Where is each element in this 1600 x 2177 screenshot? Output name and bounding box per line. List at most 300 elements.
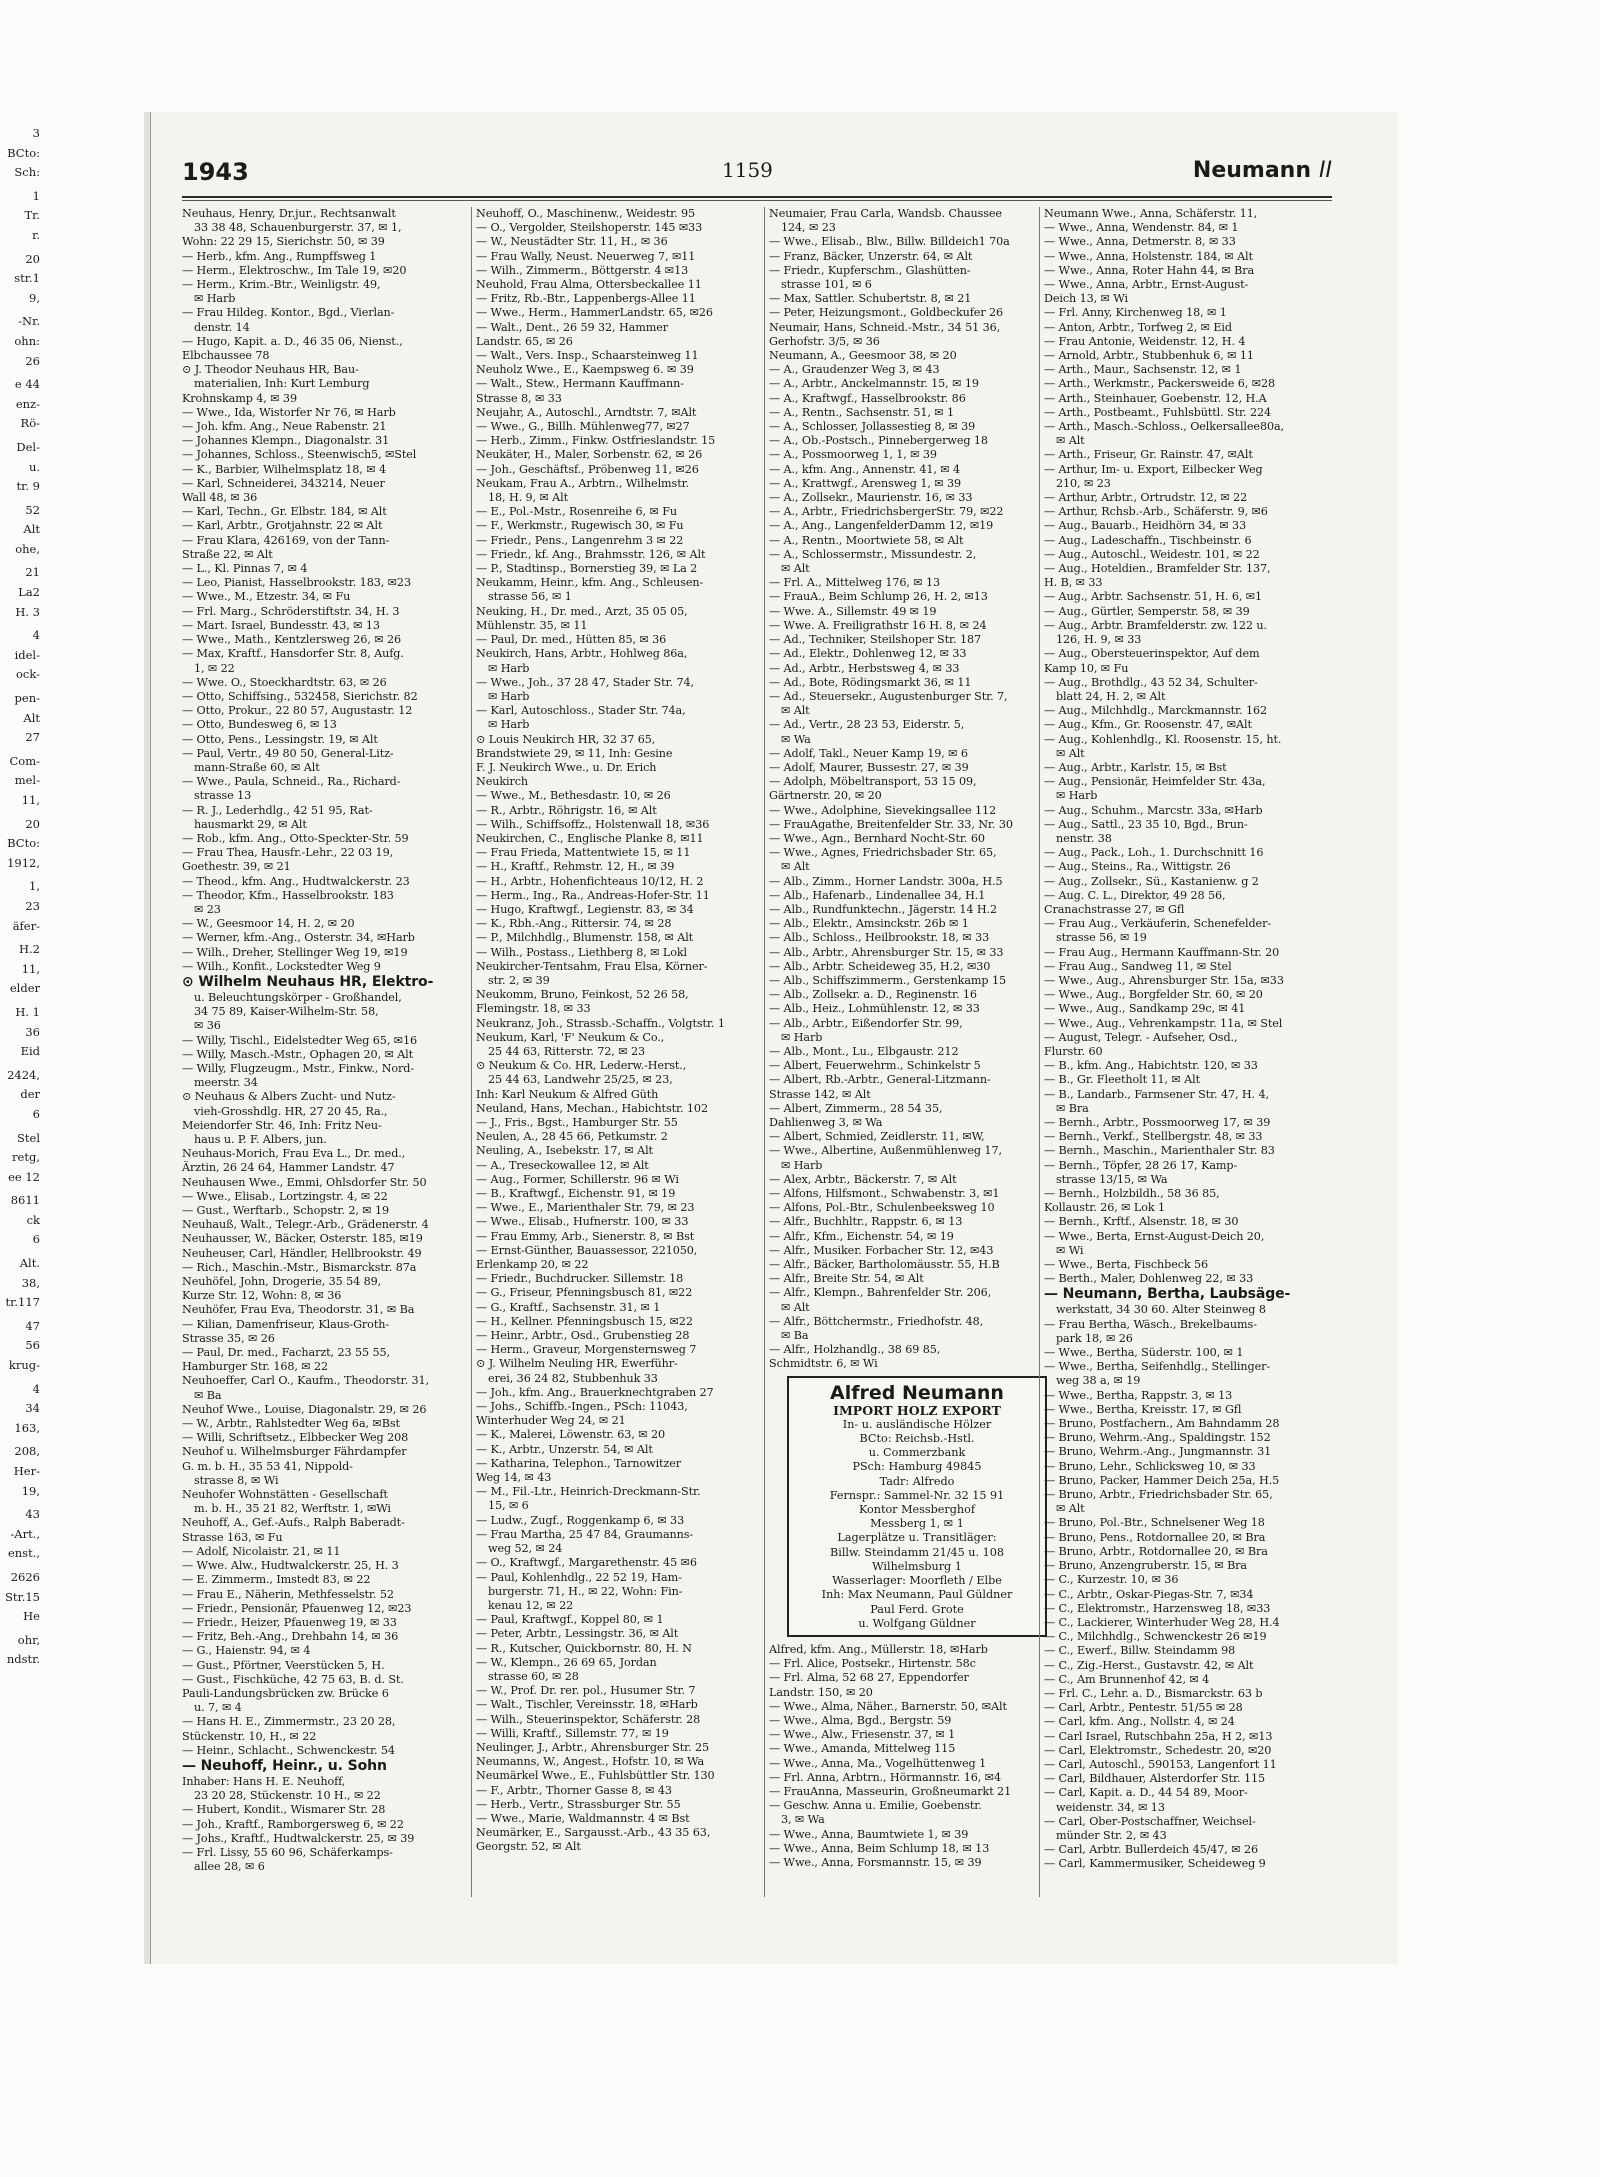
directory-entry: — Berth., Maler, Dohlenweg 22, ✉ 33 [1044, 1272, 1254, 1286]
running-head-name: Neumann [1192, 158, 1312, 183]
directory-entry: — Wwe., Alw., Friesenstr. 37, ✉ 1 [769, 1728, 956, 1742]
directory-entry: — Wwe., Berta, Fischbeck 56 [1044, 1258, 1209, 1272]
fragment-line: Alt. [19, 1256, 40, 1271]
advertisement-box [787, 1376, 1047, 1637]
directory-entry: — Albert, Feuerwehrm., Schinkelstr 5 [769, 1059, 981, 1073]
directory-entry: — A., Schlossermstr., Missundestr. 2, [769, 547, 977, 561]
directory-entry: — H., Kraftf., Rehmstr. 12, H., ✉ 39 [476, 860, 675, 874]
directory-entry: ✉ Wa [781, 732, 811, 746]
directory-entry: — Willy, Flugzeugm., Mstr., Finkw., Nord- [182, 1061, 415, 1075]
directory-entry: weg 38 a, ✉ 19 [1056, 1374, 1141, 1388]
directory-entry: — Ludw., Zugf., Roggenkamp 6, ✉ 33 [476, 1513, 685, 1527]
directory-entry: — Walt., Stew., Hermann Kauffmann- [476, 377, 684, 391]
directory-entry: — A., Rentn., Sachsenstr. 51, ✉ 1 [769, 405, 955, 419]
directory-entry: — Aug., Kohlenhdlg., Kl. Roosenstr. 15, ht. [1044, 732, 1282, 746]
directory-entry: — Arthur, Arbtr., Ortrudstr. 12, ✉ 22 [1044, 491, 1248, 505]
directory-entry: mann-Straße 60, ✉ Alt [194, 760, 320, 774]
directory-entry: — Friedr., Pensionär, Pfauenweg 12, ✉23 [182, 1601, 412, 1615]
directory-entry: — Carl, Elektromstr., Schedestr. 20, ✉20 [1044, 1743, 1272, 1757]
directory-entry: — Wwe., Aug., Borgfelder Str. 60, ✉ 20 [1044, 988, 1263, 1002]
directory-entry: — Frau Martha, 25 47 84, Graumanns- [476, 1527, 694, 1541]
directory-entry: — Wwe., Alma, Näher., Barnerstr. 50, ✉Alt [769, 1699, 1007, 1713]
directory-entry: ✉ Alt [1056, 1502, 1085, 1516]
directory-entry: — Peter, Heizungsmont., Goldbeckufer 26 [769, 306, 1004, 320]
directory-entry: — A., Zollsekr., Maurienstr. 16, ✉ 33 [769, 491, 973, 505]
directory-entry: — Aug., Milchhdlg., Marckmannstr. 162 [1044, 704, 1268, 718]
directory-entry: — Alb., Arbtr., Eißendorfer Str. 99, [769, 1016, 963, 1030]
directory-entry: — Wwe., Aug., Ahrensburger Str. 15a, ✉33 [1044, 973, 1284, 987]
directory-entry: — Bruno, Wehrm.-Ang., Spaldingstr. 152 [1044, 1431, 1271, 1445]
directory-entry: — Johannes Klempn., Diagonalstr. 31 [182, 434, 390, 448]
directory-entry: — Frau Hildeg. Kontor., Bgd., Vierlan- [182, 306, 395, 320]
directory-entry: werkstatt, 34 30 60. Alter Steinweg 8 [1056, 1303, 1266, 1317]
directory-entry: ✉ Alt [781, 562, 810, 576]
advertisement-line: Lagerplätze u. Transitläger: [837, 1531, 997, 1545]
directory-entry: — Bruno, Pol.-Btr., Schnelsener Weg 18 [1044, 1516, 1265, 1530]
advertisement-line: Tadr: Alfredo [879, 1474, 955, 1488]
directory-entry: Straße 22, ✉ Alt [182, 547, 273, 561]
directory-entry: — Alfr., Holzhandlg., 38 69 85, [769, 1343, 941, 1357]
directory-entry: — Arth., Werkmstr., Packersweide 6, ✉28 [1044, 377, 1276, 391]
directory-entry: — Joh., Kraftf., Ramborgersweg 6, ✉ 22 [182, 1817, 404, 1831]
directory-entry: — Bernh., Arbtr., Possmoorweg 17, ✉ 39 [1044, 1116, 1271, 1129]
directory-entry: ✉ Harb [488, 689, 530, 703]
directory-entry: Neumair, Hans, Schneid.-Mstr., 34 51 36, [769, 320, 1001, 334]
fragment-line: Str.15 [4, 1589, 40, 1604]
directory-entry: Wohn: 22 29 15, Sierichstr. 50, ✉ 39 [182, 235, 385, 249]
directory-entry: — Karl, Techn., Gr. Elbstr. 184, ✉ Alt [182, 505, 387, 519]
page-number: 1159 [722, 158, 773, 182]
directory-entry: Georgstr. 52, ✉ Alt [476, 1840, 581, 1854]
directory-entry: Neuhöfer, Frau Eva, Theodorstr. 31, ✉ Ba [182, 1303, 415, 1317]
directory-entry: — Friedr., Heizer, Pfauenweg 19, ✉ 33 [182, 1615, 397, 1629]
directory-entry: Landstr. 65, ✉ 26 [476, 334, 573, 348]
advertisement-line: In- u. ausländische Hölzer [842, 1417, 992, 1431]
directory-entry: — Wwe., Albertine, Außenmühlenweg 17, [769, 1144, 1002, 1158]
column-1 [182, 207, 464, 1897]
column-2 [476, 207, 758, 1897]
directory-entry: — Wwe., Paula, Schneid., Ra., Richard- [182, 775, 401, 789]
fragment-line: BCto: [7, 145, 40, 160]
directory-entry: — Wilh., Steuerinspektor, Schäferstr. 28 [476, 1712, 701, 1726]
directory-entry: — M., Fil.-Ltr., Heinrich-Dreckmann-Str. [476, 1485, 701, 1499]
directory-entry: — Arthur, Rchsb.-Arb., Schäferstr. 9, ✉6 [1044, 505, 1268, 519]
directory-entry: ✉ Alt [781, 704, 810, 718]
directory-entry: — Bruno, Lehr., Schlicksweg 10, ✉ 33 [1044, 1459, 1256, 1473]
directory-entry: — Paul, Vertr., 49 80 50, General-Litz- [182, 746, 394, 760]
directory-entry: — Frl. Alma, 52 68 27, Eppendorfer [769, 1671, 969, 1685]
fragment-line: 6 [32, 1106, 40, 1121]
fragment-line: Com- [9, 753, 40, 768]
fragment-line: Sch: [14, 165, 40, 180]
directory-entry: — Wilh., Dreher, Stellinger Weg 19, ✉19 [182, 945, 408, 959]
running-head-roman: II [1319, 158, 1332, 183]
directory-entry: — Anton, Arbtr., Torfweg 2, ✉ Eid [1044, 320, 1232, 334]
directory-entry: — Ad., Elektr., Dohlenweg 12, ✉ 33 [769, 647, 967, 661]
directory-entry: — Mart. Israel, Bundesstr. 43, ✉ 13 [182, 618, 380, 632]
directory-entry: Inh: Karl Neukum & Alfred Güth [476, 1087, 659, 1101]
directory-entry: — Alfr., Musiker. Forbacher Str. 12, ✉43 [769, 1243, 994, 1257]
directory-entry: — Bruno, Anzengruberstr. 15, ✉ Bra [1044, 1559, 1248, 1573]
directory-entry: — Wwe., Agnes, Friedrichsbader Str. 65, [769, 846, 997, 860]
directory-entry: ⊙ Louis Neukirch HR, 32 37 65, [476, 732, 656, 746]
directory-entry: — Paul, Dr. med., Hütten 85, ✉ 36 [476, 633, 667, 647]
fragment-line: 9, [29, 290, 40, 305]
directory-entry: — Wwe., E., Marienthaler Str. 79, ✉ 23 [476, 1201, 695, 1215]
directory-entry: Neuhof u. Wilhelmsburger Fährdampfer [182, 1445, 407, 1459]
advertisement-title: Alfred Neumann [830, 1381, 1004, 1404]
directory-entry: — Joh., Geschäftsf., Pröbenweg 11, ✉26 [476, 462, 699, 476]
directory-entry: 210, ✉ 23 [1056, 476, 1111, 490]
directory-entry: Wall 48, ✉ 36 [182, 491, 258, 505]
directory-entry: — Heinr., Schlacht., Schwenckestr. 54 [182, 1743, 395, 1757]
directory-entry: — Wwe., Herm., HammerLandstr. 65, ✉26 [476, 306, 713, 320]
directory-entry: Neuhold, Frau Alma, Ottersbeckallee 11 [476, 278, 702, 292]
running-head [1193, 158, 1332, 183]
directory-entry: — A., Rentn., Moortwiete 58, ✉ Alt [769, 533, 964, 547]
directory-entry: — Carl, Arbtr., Pentestr. 51/55 ✉ 28 [1044, 1701, 1243, 1715]
directory-entry: — Max, Kraftf., Hansdorfer Str. 8, Aufg. [182, 647, 404, 661]
directory-entry: — Bruno, Pens., Rotdornallee 20, ✉ Bra [1044, 1530, 1266, 1544]
directory-entry: — Hans H. E., Zimmermstr., 23 20 28, [182, 1715, 396, 1729]
directory-entry: — Herb., Zimm., Finkw. Ostfrieslandstr. 15 [476, 434, 716, 448]
directory-entry: — J., Fris., Bgst., Hamburger Str. 55 [476, 1116, 678, 1129]
directory-entry: — Frl. Anna, Arbtrn., Hörmannstr. 16, ✉4 [769, 1770, 1001, 1784]
directory-entry: — R., Arbtr., Röhrigstr. 16, ✉ Alt [476, 803, 657, 817]
directory-entry: kenau 12, ✉ 22 [488, 1598, 574, 1612]
directory-entry: — Alb., Arbtr., Ahrensburger Str. 15, ✉ 33 [769, 945, 1004, 959]
directory-entry: Neumann Wwe., Anna, Schäferstr. 11, [1044, 207, 1258, 220]
fragment-line: u. [28, 459, 40, 474]
directory-entry: strasse 13 [194, 789, 252, 803]
directory-entry: materialien, Inh: Kurt Lemburg [194, 377, 370, 391]
directory-entry: ✉ Alt [1056, 434, 1085, 448]
fragment-line: enz- [15, 396, 40, 411]
directory-entry: Krohnskamp 4, ✉ 39 [182, 391, 297, 405]
directory-entry: Neuhoff, A., Gef.-Aufs., Ralph Baberadt- [182, 1516, 405, 1530]
directory-entry: — Aug., Pack., Loh., 1. Durchschnitt 16 [1044, 846, 1264, 860]
directory-entry: — Wilh., Zimmerm., Böttgerstr. 4 ✉13 [476, 263, 689, 277]
directory-entry: — K., Arbtr., Unzerstr. 54, ✉ Alt [476, 1442, 653, 1456]
directory-entry: strasse 56, ✉ 19 [1056, 931, 1147, 945]
fragment-line: Her- [13, 1464, 40, 1478]
directory-entry: 15, ✉ 6 [488, 1499, 529, 1513]
directory-entry: — Alb., Schloss., Heilbrookstr. 18, ✉ 33 [769, 931, 990, 945]
directory-entry: Neukamm, Heinr., kfm. Ang., Schleusen- [476, 576, 704, 590]
directory-entry: — Wilh., Postass., Liethberg 8, ✉ Lokl [476, 945, 688, 959]
directory-entry: — Alb., Hafenarb., Lindenallee 34, H.1 [769, 888, 986, 902]
directory-entry: strasse 8, ✉ Wi [194, 1473, 279, 1487]
directory-entry: — Otto, Prokur., 22 80 57, Augustastr. 12 [182, 704, 413, 718]
directory-entry: — Wwe., Agn., Bernhard Nocht-Str. 60 [769, 831, 985, 845]
directory-entry: 126, H. 9, ✉ 33 [1056, 633, 1142, 647]
directory-entry: — Bernh., Krftf., Alsenstr. 18, ✉ 30 [1044, 1215, 1239, 1229]
directory-entry: — Johs., Kraftf., Hudtwalckerstr. 25, ✉ 39 [182, 1831, 415, 1845]
directory-entry: — Carl Israel, Rutschbahn 25a, H 2, ✉13 [1044, 1729, 1273, 1743]
directory-entry: — C., Arbtr., Oskar-Piegas-Str. 7, ✉34 [1044, 1587, 1254, 1601]
directory-entry: Alfred, kfm. Ang., Müllerstr. 18, ✉Harb [769, 1642, 988, 1656]
directory-entry: — Albert, Rb.-Arbtr., General-Litzmann- [769, 1073, 991, 1087]
directory-entry: — Paul, Dr. med., Facharzt, 23 55 55, [182, 1346, 390, 1360]
directory-entry: — E. Zimmerm., Imstedt 83, ✉ 22 [182, 1573, 371, 1587]
directory-entry: — Paul, Kraftwgf., Koppel 80, ✉ 1 [476, 1613, 664, 1627]
fragment-line: 8611 [10, 1193, 40, 1208]
advertisement-line: u. Commerzbank [868, 1446, 966, 1460]
directory-entry: — Wwe., Joh., 37 28 47, Stader Str. 74, [476, 675, 694, 689]
directory-entry: — Gust., Fischküche, 42 75 63, B. d. St. [182, 1672, 404, 1686]
directory-entry: — Bernh., Töpfer, 28 26 17, Kamp- [1044, 1158, 1238, 1172]
directory-entry: — Gust., Werftarb., Schopstr. 2, ✉ 19 [182, 1204, 390, 1218]
fragment-line: 43 [25, 1507, 40, 1522]
directory-entry: — Rob., kfm. Ang., Otto-Speckter-Str. 59 [182, 831, 409, 845]
directory-entry: — W., Geesmoor 14, H. 2, ✉ 20 [182, 917, 355, 931]
fragment-line: idel- [14, 647, 40, 662]
directory-entry: Neuhöfel, John, Drogerie, 35 54 89, [182, 1275, 382, 1289]
fragment-line: 19, [21, 1483, 40, 1498]
directory-entry: u. Beleuchtungskörper - Großhandel, [194, 990, 402, 1004]
fragment-line: mel- [14, 773, 40, 788]
directory-entry: — FrauAgathe, Breitenfelder Str. 33, Nr. 30 [769, 817, 1013, 831]
directory-entry: — Herm., Elektroschw., Im Tale 19, ✉20 [182, 263, 407, 277]
directory-entry: — Neumann, Bertha, Laubsäge- [1044, 1286, 1291, 1303]
fragment-line: ee 12 [8, 1169, 40, 1184]
directory-entry: Kurze Str. 12, Wohn: 8, ✉ 36 [182, 1289, 342, 1303]
directory-entry: — L., Kl. Pinnas 7, ✉ 4 [182, 562, 308, 576]
directory-entry: — Frau Klara, 426169, von der Tann- [182, 533, 390, 547]
directory-entry: — Hugo, Kapit. a. D., 46 35 06, Nienst., [182, 334, 403, 348]
advertisement-line: Kontor Messberghof [858, 1503, 976, 1517]
directory-entry: — Wwe., Alma, Bgd., Bergstr. 59 [769, 1713, 952, 1727]
directory-entry: — Adolf, Maurer, Bussestr. 27, ✉ 39 [769, 760, 969, 774]
directory-entry: münder Str. 2, ✉ 43 [1056, 1828, 1167, 1842]
directory-entry: — Herb., Vertr., Strassburger Str. 55 [476, 1797, 681, 1811]
directory-entry: 34 75 89, Kaiser-Wilhelm-Str. 58, [194, 1005, 379, 1019]
directory-entry: vieh-Grosshdlg. HR, 27 20 45, Ra., [194, 1104, 388, 1118]
directory-entry: — Aug., Sattl., 23 35 10, Bgd., Brun- [1044, 817, 1248, 831]
directory-entry: Neuhaus-Morich, Frau Eva L., Dr. med., [182, 1147, 406, 1161]
directory-entry: — Bruno, Wehrm.-Ang., Jungmannstr. 31 [1044, 1445, 1272, 1459]
directory-entry: — Frau Antonie, Weidenstr. 12, H. 4 [1044, 334, 1246, 348]
directory-entry: Winterhuder Weg 24, ✉ 21 [476, 1414, 626, 1428]
directory-entry: ✉ Ba [781, 1329, 809, 1343]
fragment-line: H. 1 [15, 1004, 40, 1019]
directory-entry: — Ad., Steuersekr., Augustenburger Str. 7, [769, 689, 1008, 703]
fragment-line: tr.117 [5, 1295, 40, 1310]
directory-entry: — Alex, Arbtr., Bäckerstr. 7, ✉ Alt [769, 1172, 957, 1186]
fragment-line: 38, [21, 1275, 40, 1290]
fragment-line: enst., [7, 1546, 40, 1561]
directory-entry: — Albert, Zimmerm., 28 54 35, [769, 1101, 943, 1115]
fragment-line: 163, [14, 1420, 40, 1435]
directory-entry: Mühlenstr. 35, ✉ 11 [476, 618, 588, 632]
directory-entry: — Frl. Alice, Postsekr., Hirtenstr. 58c [769, 1657, 976, 1671]
advertisement-line: IMPORT HOLZ EXPORT [833, 1402, 1001, 1418]
directory-entry: 124, ✉ 23 [781, 221, 836, 235]
directory-entry: — Wwe., Elisab., Blw., Billw. Billdeich1 70a [769, 235, 1010, 249]
directory-entry: — Alb., Arbtr. Scheideweg 35, H.2, ✉30 [769, 959, 991, 973]
directory-entry: — Aug., Ladeschaffn., Tischbeinstr. 6 [1044, 533, 1252, 547]
directory-entry: — Wwe., Ida, Wistorfer Nr 76, ✉ Harb [182, 405, 396, 419]
advertisement-line: Billw. Steindamm 21/45 u. 108 [830, 1545, 1004, 1559]
directory-entry: Neukircher-Tentsahm, Frau Elsa, Körner- [476, 959, 708, 973]
directory-entry: 1, ✉ 22 [194, 661, 235, 675]
directory-entry: — Wwe., Bertha, Rappstr. 3, ✉ 13 [1044, 1388, 1233, 1402]
directory-entry: — August, Telegr. - Aufseher, Osd., [1044, 1030, 1238, 1044]
directory-entry: — Wwe., Bertha, Süderstr. 100, ✉ 1 [1044, 1346, 1244, 1360]
directory-entry: — Arth., Friseur, Gr. Rainstr. 47, ✉Alt [1044, 448, 1253, 462]
fragment-line: La2 [18, 585, 40, 600]
directory-entry: — Aug., Zollsekr., Sü., Kastanienw. g 2 [1044, 874, 1259, 888]
fragment-line: 2424, [7, 1067, 40, 1082]
directory-entry: Deich 13, ✉ Wi [1044, 292, 1128, 306]
directory-entry: — Alb., Elektr., Amsinckstr. 26b ✉ 1 [769, 917, 969, 931]
directory-entry: Neukum, Karl, 'F' Neukum & Co., [476, 1030, 665, 1044]
directory-entry: erei, 36 24 82, Stubbenhuk 33 [488, 1371, 658, 1385]
directory-entry: ✉ Alt [1056, 746, 1085, 760]
directory-entry: — Theodor, Kfm., Hasselbrookstr. 183 [182, 888, 394, 902]
directory-entry: park 18, ✉ 26 [1056, 1331, 1133, 1345]
directory-entry: — Wwe., Aug., Vehrenkampstr. 11a, ✉ Stel [1044, 1016, 1283, 1030]
directory-entry: ⊙ J. Theodor Neuhaus HR, Bau- [182, 363, 359, 377]
fragment-line: 56 [25, 1338, 40, 1353]
header-rule-thin [182, 200, 1332, 201]
directory-entry: Neuland, Hans, Mechan., Habichtstr. 102 [476, 1101, 708, 1115]
directory-entry: nenstr. 38 [1056, 831, 1112, 845]
directory-entry: — Wwe., Berta, Ernst-August-Deich 20, [1044, 1229, 1265, 1243]
directory-entry: — Alb., Heiz., Lohmühlenstr. 12, ✉ 33 [769, 1002, 980, 1016]
directory-entry: Flurstr. 60 [1044, 1044, 1103, 1058]
directory-entry: — Friedr., Kupferschm., Glashütten- [769, 263, 971, 277]
directory-entry: — F., Arbtr., Thorner Gasse 8, ✉ 43 [476, 1783, 672, 1797]
directory-entry: — Otto, Pens., Lessingstr. 19, ✉ Alt [182, 732, 378, 746]
fragment-line: 6 [32, 1232, 40, 1247]
directory-entry: — Alfons, Hilfsmont., Schwabenstr. 3, ✉1 [769, 1187, 1000, 1201]
directory-entry: — A., Possmoorweg 1, 1, ✉ 39 [769, 448, 937, 462]
directory-entry: — Franz, Bäcker, Unzerstr. 64, ✉ Alt [769, 249, 973, 263]
advertisement-line: Wilhelmsburg 1 [872, 1559, 962, 1573]
directory-entry: — K., Rbh.-Ang., Rittersir. 74, ✉ 28 [476, 917, 672, 931]
directory-entry: — W., Neustädter Str. 11, H., ✉ 36 [476, 235, 668, 249]
directory-entry: Neukirch, Hans, Arbtr., Hohlweg 86a, [476, 647, 688, 661]
fragment-line: Del- [16, 439, 40, 454]
directory-entry: — Walt., Vers. Insp., Schaarsteinweg 11 [476, 349, 699, 363]
directory-entry: — Aug., Former, Schillerstr. 96 ✉ Wi [476, 1172, 679, 1186]
directory-entry: — A., Arbtr., Anckelmannstr. 15, ✉ 19 [769, 377, 979, 391]
fragment-line: ck [26, 1212, 40, 1227]
directory-entry: Meiendorfer Str. 46, Inh: Fritz Neu- [182, 1118, 382, 1132]
directory-entry: ✉ Alt [781, 1300, 810, 1314]
directory-entry: — O., Vergolder, Steilshoperstr. 145 ✉33 [476, 221, 703, 235]
directory-entry: — W., Klempn., 26 69 65, Jordan [476, 1655, 657, 1669]
directory-entry: — A., Kraftwgf., Hasselbrookstr. 86 [769, 391, 966, 405]
directory-entry: — Carl, Autoschl., 590153, Langenfort 11 [1044, 1757, 1277, 1771]
directory-entry: — Wwe., Adolphine, Sievekingsallee 112 [769, 803, 996, 817]
directory-entry: — Alb., Mont., Lu., Elbgaustr. 212 [769, 1044, 959, 1058]
directory-entry: — Adolf, Nicolaistr. 21, ✉ 11 [182, 1544, 341, 1558]
fragment-line: 1, [29, 879, 40, 894]
directory-entry: — Aug., Arbtr. Bramfelderstr. zw. 122 u. [1044, 618, 1267, 632]
fragment-line: tr. 9 [16, 479, 40, 494]
directory-entry: — Wwe., Anna, Arbtr., Ernst-August- [1044, 278, 1249, 292]
directory-entry: — Wwe., M., Etzestr. 34, ✉ Fu [182, 590, 351, 604]
directory-entry: ✉ Ba [194, 1388, 222, 1402]
directory-entry: — Karl, Autoschloss., Stader Str. 74a, [476, 704, 686, 718]
directory-entry: — Aug., Bauarb., Heidhörn 34, ✉ 33 [1044, 519, 1247, 533]
fragment-line: Eid [20, 1044, 40, 1059]
directory-entry: Schmidtstr. 6, ✉ Wi [769, 1357, 878, 1371]
directory-entry: — Alb., Zollsekr. a. D., Reginenstr. 16 [769, 988, 977, 1002]
directory-entry: — Frl. Marg., Schröderstiftstr. 34, H. 3 [182, 604, 400, 618]
directory-entry: weg 52, ✉ 24 [488, 1542, 563, 1556]
directory-entry: m. b. H., 35 21 82, Werftstr. 1, ✉Wi [194, 1502, 391, 1516]
directory-entry: 25 44 63, Landwehr 25/25, ✉ 23, [488, 1073, 673, 1087]
directory-entry: — Peter, Arbtr., Lessingstr. 36, ✉ Alt [476, 1627, 679, 1641]
fragment-line: 47 [25, 1318, 40, 1333]
fragment-line: 11, [21, 793, 40, 807]
directory-entry: — Otto, Schiffsing., 532458, Sierichstr. 82 [182, 689, 418, 703]
directory-entry: Neuholz Wwe., E., Kaempsweg 6. ✉ 39 [476, 363, 694, 377]
directory-entry: — B., Kraftwgf., Eichenstr. 91, ✉ 19 [476, 1187, 676, 1201]
directory-entry: Neumann, A., Geesmoor 38, ✉ 20 [769, 349, 957, 363]
directory-entry: Strasse 35, ✉ 26 [182, 1331, 275, 1345]
directory-entry: Neuhaus, Henry, Dr.jur., Rechtsanwalt [182, 207, 396, 220]
directory-entry: — W., Prof. Dr. rer. pol., Husumer Str. 7 [476, 1684, 696, 1698]
directory-entry: Neuhof Wwe., Louise, Diagonalstr. 29, ✉ 26 [182, 1402, 427, 1416]
column-3 [769, 207, 1051, 1897]
advertisement-line: PSch: Hamburg 49845 [852, 1460, 982, 1474]
directory-entry: — Frau E., Näherin, Methfesselstr. 52 [182, 1587, 394, 1601]
directory-entry: Neukäter, H., Maler, Sorbenstr. 62, ✉ 26 [476, 448, 703, 462]
directory-entry: 3, ✉ Wa [781, 1813, 825, 1827]
advertisement-line: BCto: Reichsb.-Hstl. [859, 1432, 975, 1446]
directory-entry: — Herm., Graveur, Morgensternsweg 7 [476, 1343, 697, 1357]
directory-entry: — C., Zig.-Herst., Gustavstr. 42, ✉ Alt [1044, 1658, 1254, 1672]
directory-entry: ✉ Harb [488, 718, 530, 732]
directory-entry: — Arth., Steinhauer, Goebenstr. 12, H.A [1044, 391, 1267, 405]
directory-entry: Stückenstr. 10, H., ✉ 22 [182, 1729, 317, 1743]
directory-entry: — Alfr., Bäcker, Bartholomäusstr. 55, H.B [769, 1258, 1000, 1272]
directory-entry: — Alfr., Kfm., Eichenstr. 54, ✉ 19 [769, 1229, 954, 1243]
directory-entry: — Neuhoff, Heinr., u. Sohn [182, 1757, 387, 1774]
directory-entry: — Wwe. Alw., Hudtwalckerstr. 25, H. 3 [182, 1559, 399, 1573]
directory-entry: — Werner, kfm.-Ang., Osterstr. 34, ✉Harb [182, 931, 415, 945]
directory-entry: — Alfr., Buchhltr., Rappstr. 6, ✉ 13 [769, 1215, 963, 1229]
directory-entry: — Wwe., Anna, Detmerstr. 8, ✉ 33 [1044, 235, 1236, 249]
directory-entry: — Alfr., Breite Str. 54, ✉ Alt [769, 1272, 924, 1286]
directory-entry: ✉ Alt [781, 860, 810, 874]
fragment-line: 52 [25, 502, 40, 517]
directory-entry: Neukomm, Bruno, Feinkost, 52 26 58, [476, 988, 689, 1002]
fragment-line: 26 [25, 353, 40, 368]
directory-entry: — Wwe., Anna, Forsmannstr. 15, ✉ 39 [769, 1855, 982, 1869]
directory-entry: — Wwe., Anna, Wendenstr. 84, ✉ 1 [1044, 221, 1239, 235]
directory-entry: ✉ 36 [194, 1019, 221, 1033]
directory-entry: — Bernh., Maschin., Marienthaler Str. 83 [1044, 1144, 1275, 1158]
directory-entry: — Aug., Gürtler, Semperstr. 58, ✉ 39 [1044, 604, 1250, 618]
directory-entry: — H., Kellner. Pfenningsbusch 15, ✉22 [476, 1314, 693, 1328]
directory-entry: burgerstr. 71, H., ✉ 22, Wohn: Fin- [488, 1584, 683, 1598]
directory-entry: — Wwe., Anna, Baumtwiete 1, ✉ 39 [769, 1827, 969, 1841]
directory-entry: — C., Elektromstr., Harzensweg 18, ✉33 [1044, 1601, 1271, 1615]
fragment-line: 20 [25, 816, 40, 831]
directory-entry: Goethestr. 39, ✉ 21 [182, 860, 291, 874]
fragment-line: -Art., [10, 1526, 40, 1541]
directory-entry: Neujahr, A., Autoschl., Arndtstr. 7, ✉Alt [476, 405, 697, 419]
directory-entry: — G., Haienstr. 94, ✉ 4 [182, 1644, 311, 1658]
directory-entry: ⊙ Neukum & Co. HR, Lederw.-Herst., [476, 1059, 687, 1073]
directory-entry: — Hubert, Kondit., Wismarer Str. 28 [182, 1803, 386, 1817]
directory-entry: Hamburger Str. 168, ✉ 22 [182, 1360, 329, 1374]
